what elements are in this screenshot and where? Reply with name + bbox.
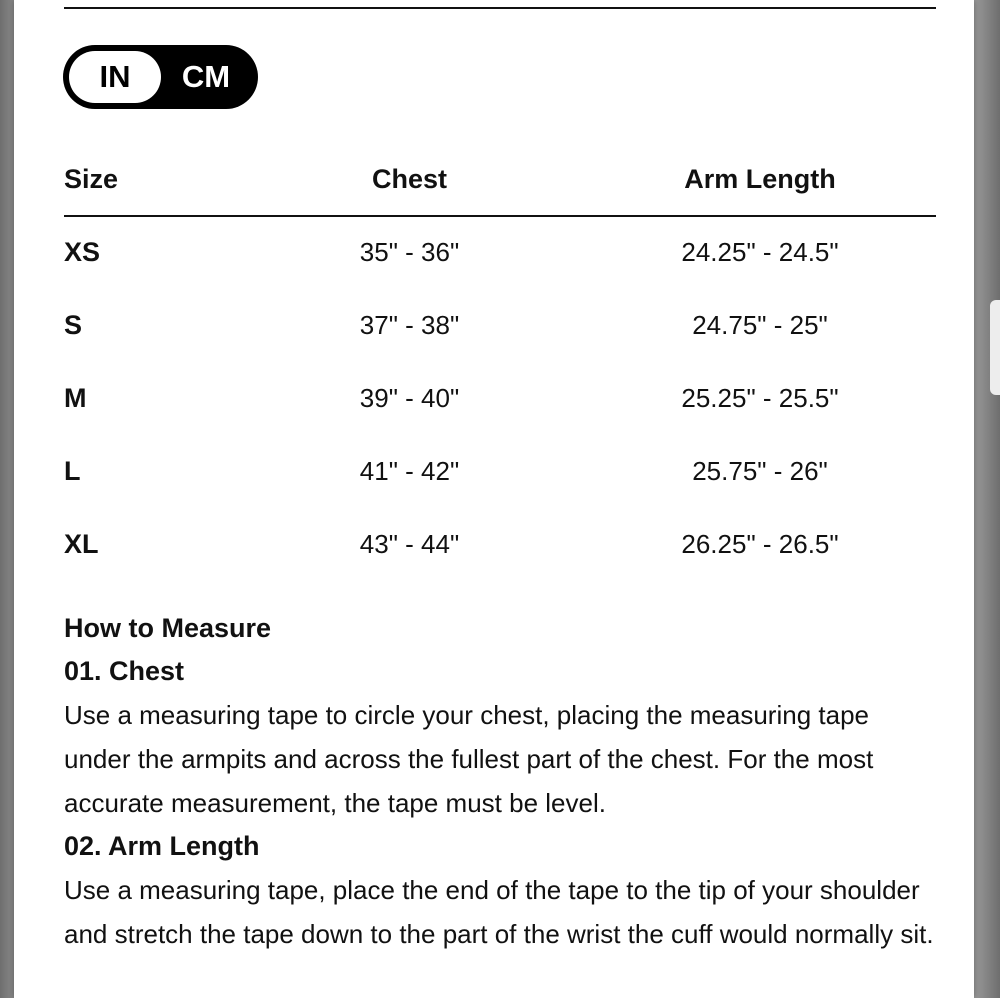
dimmed-background-left	[0, 0, 14, 998]
cell-size: XS	[64, 237, 101, 267]
cell-chest: 43" - 44"	[359, 529, 460, 559]
size-guide-sheet	[14, 0, 974, 998]
cell-arm-length: 25.25" - 25.5"	[681, 383, 839, 413]
scrollbar-thumb[interactable]	[990, 300, 1000, 395]
table-row-m	[64, 363, 936, 436]
table-header-row	[64, 150, 936, 217]
header-size: Size	[64, 164, 119, 194]
header-chest: Chest	[371, 164, 447, 194]
step-arm-length-text: Use a measuring tape, place the end of the tape to the tip of your shoulder and stretch the tape down to the part of the wrist the cuff would normally sit.	[64, 875, 934, 949]
cell-size: L	[64, 456, 81, 486]
table-row-xs	[64, 217, 936, 290]
how-to-measure-title: How to Measure	[64, 613, 272, 643]
step-chest-text: Use a measuring tape to circle your chest, placing the measuring tape under the armpits and across the fullest part of the chest. For the most accurate measurement, the tape must be level.	[64, 700, 874, 818]
size-chart-table	[64, 150, 936, 582]
step-arm-length-heading: 02. Arm Length	[64, 831, 260, 861]
dimmed-background-right	[974, 0, 1000, 998]
cell-arm-length: 25.75" - 26"	[692, 456, 828, 486]
cell-size: M	[64, 383, 87, 413]
cell-size: S	[64, 310, 83, 340]
cell-size: XL	[64, 529, 99, 559]
cell-arm-length: 24.25" - 24.5"	[681, 237, 839, 267]
unit-option-centimeters[interactable]: CM	[181, 59, 231, 94]
cell-chest: 39" - 40"	[359, 383, 460, 413]
unit-option-inches[interactable]: IN	[69, 51, 161, 103]
unit-toggle[interactable]	[63, 45, 258, 109]
cell-chest: 35" - 36"	[359, 237, 460, 267]
step-chest-heading: 01. Chest	[64, 656, 185, 686]
cell-arm-length: 24.75" - 25"	[692, 310, 828, 340]
table-row-s	[64, 290, 936, 363]
table-row-xl	[64, 509, 936, 582]
cell-chest: 41" - 42"	[359, 456, 460, 486]
header-arm-length: Arm Length	[684, 164, 836, 194]
table-row-l	[64, 436, 936, 509]
top-divider	[64, 7, 936, 9]
how-to-measure-section	[64, 606, 936, 956]
cell-arm-length: 26.25" - 26.5"	[681, 529, 839, 559]
cell-chest: 37" - 38"	[359, 310, 460, 340]
